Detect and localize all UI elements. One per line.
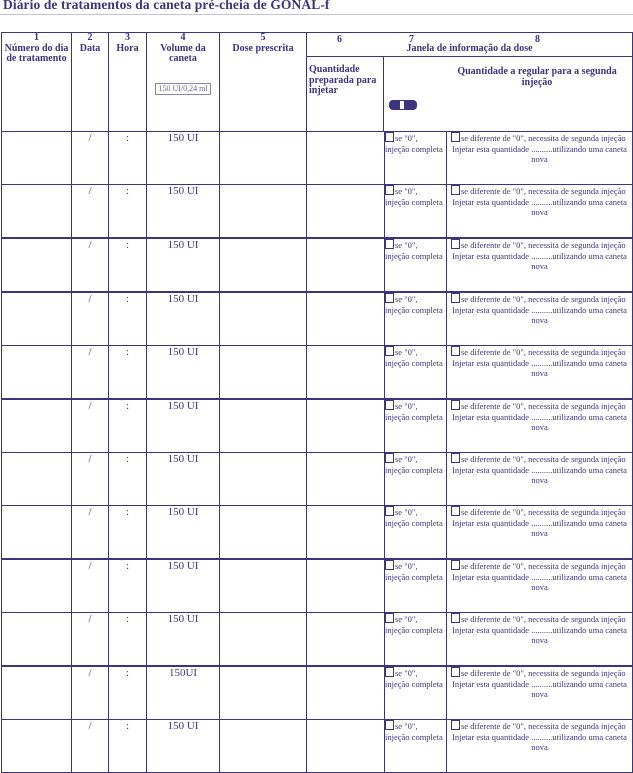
treatment-diary-table <box>1 32 633 773</box>
full-injection-cell: se "0", injeção completa <box>385 666 447 720</box>
table-row <box>2 720 633 773</box>
dose-window-title: Janela de informação da dose <box>406 43 533 54</box>
time-cell[interactable]: : <box>109 399 147 453</box>
prepared-quantity-cell[interactable] <box>307 399 385 453</box>
full-injection-cell: se "0", injeção completa <box>385 292 447 346</box>
second-injection-cell: se diferente de "0", necessita de segunda injeção Injetar esta quantidade ..........utilizando uma caneta nova <box>447 453 633 506</box>
time-cell[interactable]: : <box>109 132 147 185</box>
day-number-cell[interactable] <box>2 346 72 400</box>
time-cell[interactable]: : <box>109 453 147 506</box>
full-injection-cell: se "0", injeção completa <box>385 613 447 667</box>
second-injection-checkbox[interactable] <box>451 506 460 516</box>
second-injection-checkbox[interactable] <box>451 400 460 410</box>
prepared-quantity-cell[interactable] <box>307 346 385 400</box>
date-cell[interactable]: / <box>72 399 109 453</box>
day-number-cell[interactable] <box>2 292 72 346</box>
second-injection-cell: se diferente de "0", necessita de segunda injeção Injetar esta quantidade ..........utilizando uma caneta nova <box>447 399 633 453</box>
full-injection-checkbox[interactable] <box>385 560 394 570</box>
table-row <box>2 559 633 613</box>
second-injection-cell: se diferente de "0", necessita de segunda injeção Injetar esta quantidade ..........utilizando uma caneta nova <box>447 132 633 185</box>
full-injection-cell: se "0", injeção completa <box>385 185 447 239</box>
full-injection-checkbox[interactable] <box>385 293 394 303</box>
prepared-quantity-cell[interactable] <box>307 292 385 346</box>
prescribed-dose-cell[interactable] <box>220 506 307 560</box>
full-injection-checkbox[interactable] <box>385 667 394 677</box>
prepared-quantity-cell[interactable] <box>307 666 385 720</box>
full-injection-checkbox[interactable] <box>385 132 394 142</box>
header-pen-volume: 4 Volume da caneta 150 UI/0,24 ml <box>147 33 220 132</box>
second-injection-cell: se diferente de "0", necessita de segunda injeção Injetar esta quantidade ..........utilizando uma caneta nova <box>447 238 633 292</box>
date-cell[interactable]: / <box>72 453 109 506</box>
day-number-cell[interactable] <box>2 613 72 667</box>
pen-volume-cell: 150 UI <box>147 506 220 560</box>
time-cell[interactable]: : <box>109 292 147 346</box>
table-row <box>2 238 633 292</box>
second-injection-cell: se diferente de "0", necessita de segunda injeção Injetar esta quantidade ..........utilizando uma caneta nova <box>447 346 633 400</box>
time-cell[interactable]: : <box>109 346 147 400</box>
prescribed-dose-cell[interactable] <box>220 613 307 667</box>
time-cell[interactable]: : <box>109 666 147 720</box>
second-injection-checkbox[interactable] <box>451 293 460 303</box>
table-row <box>2 453 633 506</box>
day-number-cell[interactable] <box>2 506 72 560</box>
full-injection-cell: se "0", injeção completa <box>385 132 447 185</box>
day-number-cell[interactable] <box>2 559 72 613</box>
day-number-cell[interactable] <box>2 185 72 239</box>
header-date: 2 Data <box>72 33 109 132</box>
second-injection-checkbox[interactable] <box>451 453 460 463</box>
second-injection-checkbox[interactable] <box>451 720 460 730</box>
pen-volume-cell: 150 UI <box>147 132 220 185</box>
prepared-quantity-cell[interactable] <box>307 238 385 292</box>
pen-volume-cell: 150 UI <box>147 613 220 667</box>
prepared-quantity-cell[interactable] <box>307 559 385 613</box>
day-number-cell[interactable] <box>2 399 72 453</box>
second-injection-cell: se diferente de "0", necessita de segunda injeção Injetar esta quantidade ..........utilizando uma caneta nova <box>447 185 633 239</box>
time-cell[interactable]: : <box>109 238 147 292</box>
header-prepared-quantity: Quantidade preparada para injetar <box>307 56 384 131</box>
second-injection-checkbox[interactable] <box>451 185 460 195</box>
header-second-injection-quantity: Quantidade a regular para a segunda injeção <box>384 56 632 131</box>
second-injection-checkbox[interactable] <box>451 346 460 356</box>
prescribed-dose-cell[interactable] <box>220 292 307 346</box>
full-injection-cell: se "0", injeção completa <box>385 453 447 506</box>
full-injection-checkbox[interactable] <box>385 185 394 195</box>
header-row <box>2 33 633 132</box>
prescribed-dose-cell[interactable] <box>220 720 307 773</box>
second-injection-cell: se diferente de "0", necessita de segunda injeção Injetar esta quantidade ..........utilizando uma caneta nova <box>447 292 633 346</box>
date-cell[interactable]: / <box>72 132 109 185</box>
second-injection-checkbox[interactable] <box>451 560 460 570</box>
time-cell[interactable]: : <box>109 506 147 560</box>
pen-volume-box: 150 UI/0,24 ml <box>155 83 210 96</box>
header-time: 3 Hora <box>109 33 147 132</box>
prepared-quantity-cell[interactable] <box>307 132 385 185</box>
date-cell[interactable]: / <box>72 185 109 239</box>
full-injection-checkbox[interactable] <box>385 720 394 730</box>
prescribed-dose-cell[interactable] <box>220 185 307 239</box>
prepared-quantity-cell[interactable] <box>307 720 385 773</box>
pen-volume-cell: 150UI <box>147 666 220 720</box>
table-row <box>2 666 633 720</box>
prescribed-dose-cell[interactable] <box>220 666 307 720</box>
full-injection-cell: se "0", injeção completa <box>385 238 447 292</box>
second-injection-checkbox[interactable] <box>451 667 460 677</box>
second-injection-checkbox[interactable] <box>451 239 460 249</box>
prescribed-dose-cell[interactable] <box>220 346 307 400</box>
full-injection-checkbox[interactable] <box>385 239 394 249</box>
time-cell[interactable]: : <box>109 720 147 773</box>
second-injection-checkbox[interactable] <box>451 132 460 142</box>
pen-volume-cell: 150 UI <box>147 720 220 773</box>
date-cell[interactable]: / <box>72 559 109 613</box>
dose-window-icon <box>389 100 417 110</box>
full-injection-cell: se "0", injeção completa <box>385 506 447 560</box>
pen-volume-cell: 150 UI <box>147 399 220 453</box>
pen-volume-cell: 150 UI <box>147 238 220 292</box>
full-injection-checkbox[interactable] <box>385 506 394 516</box>
header-day-number: 1 Número do dia de tratamento <box>2 33 72 132</box>
prepared-quantity-cell[interactable] <box>307 453 385 506</box>
day-number-cell[interactable] <box>2 453 72 506</box>
prescribed-dose-cell[interactable] <box>220 453 307 506</box>
second-injection-cell: se diferente de "0", necessita de segunda injeção Injetar esta quantidade ..........utilizando uma caneta nova <box>447 559 633 613</box>
full-injection-cell: se "0", injeção completa <box>385 346 447 400</box>
prescribed-dose-cell[interactable] <box>220 399 307 453</box>
header-dose-window-group: 6 7 8 Janela de informação da dose Quantidade preparada para injetar Quantidade a regular para a segunda injeção <box>307 33 633 132</box>
prepared-quantity-cell[interactable] <box>307 506 385 560</box>
day-number-cell[interactable] <box>2 238 72 292</box>
prescribed-dose-cell[interactable] <box>220 238 307 292</box>
prescribed-dose-cell[interactable] <box>220 132 307 185</box>
date-cell[interactable]: / <box>72 720 109 773</box>
pen-volume-cell: 150 UI <box>147 346 220 400</box>
second-injection-cell: se diferente de "0", necessita de segunda injeção Injetar esta quantidade ..........utilizando uma caneta nova <box>447 506 633 560</box>
full-injection-checkbox[interactable] <box>385 453 394 463</box>
pen-volume-cell: 150 UI <box>147 185 220 239</box>
pen-volume-cell: 150 UI <box>147 559 220 613</box>
pen-volume-cell: 150 UI <box>147 292 220 346</box>
table-row <box>2 185 633 239</box>
table-row <box>2 399 633 453</box>
prepared-quantity-cell[interactable] <box>307 613 385 667</box>
day-number-cell[interactable] <box>2 720 72 773</box>
full-injection-checkbox[interactable] <box>385 613 394 623</box>
full-injection-cell: se "0", injeção completa <box>385 399 447 453</box>
table-row <box>2 613 633 667</box>
second-injection-cell: se diferente de "0", necessita de segunda injeção Injetar esta quantidade ..........utilizando uma caneta nova <box>447 666 633 720</box>
second-injection-cell: se diferente de "0", necessita de segunda injeção Injetar esta quantidade ..........utilizando uma caneta nova <box>447 720 633 773</box>
date-cell[interactable]: / <box>72 292 109 346</box>
date-cell[interactable]: / <box>72 506 109 560</box>
title-divider <box>0 14 633 15</box>
full-injection-cell: se "0", injeção completa <box>385 720 447 773</box>
time-cell[interactable]: : <box>109 185 147 239</box>
table-row <box>2 132 633 185</box>
time-cell[interactable]: : <box>109 559 147 613</box>
second-injection-checkbox[interactable] <box>451 613 460 623</box>
table-row <box>2 506 633 560</box>
table-row <box>2 346 633 400</box>
full-injection-checkbox[interactable] <box>385 346 394 356</box>
second-injection-cell: se diferente de "0", necessita de segunda injeção Injetar esta quantidade ..........utilizando uma caneta nova <box>447 613 633 667</box>
date-cell[interactable]: / <box>72 238 109 292</box>
day-number-cell[interactable] <box>2 666 72 720</box>
day-number-cell[interactable] <box>2 132 72 185</box>
time-cell[interactable]: : <box>109 613 147 667</box>
prepared-quantity-cell[interactable] <box>307 185 385 239</box>
table-row <box>2 292 633 346</box>
header-prescribed-dose: 5 Dose prescrita <box>220 33 307 132</box>
prescribed-dose-cell[interactable] <box>220 559 307 613</box>
date-cell[interactable]: / <box>72 613 109 667</box>
date-cell[interactable]: / <box>72 346 109 400</box>
full-injection-checkbox[interactable] <box>385 400 394 410</box>
full-injection-cell: se "0", injeção completa <box>385 559 447 613</box>
page-title: Diário de tratamentos da caneta pré-cheia de GONAL-f <box>3 0 330 12</box>
pen-volume-cell: 150 UI <box>147 453 220 506</box>
date-cell[interactable]: / <box>72 666 109 720</box>
